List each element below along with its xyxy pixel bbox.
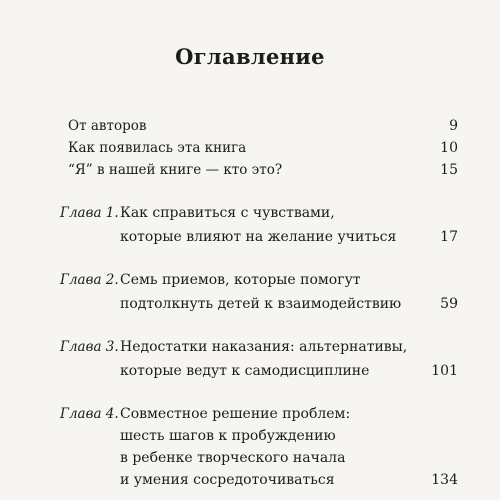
toc-chapter-3[interactable] bbox=[60, 339, 458, 383]
chapter-label: Глава 1. bbox=[60, 205, 119, 221]
chapter-label: Глава 2. bbox=[60, 272, 119, 288]
chapter-page: 59 bbox=[440, 296, 458, 312]
chapter-title-line: Недостатки наказания: альтернативы, bbox=[120, 339, 408, 355]
toc-entry-title: Как появилась эта книга bbox=[68, 140, 247, 156]
page-title: Оглавление bbox=[175, 44, 325, 69]
toc-entry-page: 9 bbox=[449, 118, 458, 134]
chapter-title-line: которые влияют на желание учиться bbox=[120, 229, 397, 245]
chapter-title-line: в ребенке творческого начала bbox=[120, 450, 346, 466]
chapter-title-line: Семь приемов, которые помогут bbox=[120, 272, 361, 288]
chapter-label: Глава 4. bbox=[60, 406, 119, 422]
toc-entry-page: 10 bbox=[440, 140, 458, 156]
toc-entry-title: “Я” в нашей книге — кто это? bbox=[68, 162, 283, 178]
toc-chapter-1[interactable] bbox=[60, 205, 458, 249]
toc-entry-page: 15 bbox=[440, 162, 458, 178]
chapter-label: Глава 3. bbox=[60, 339, 119, 355]
toc-entry-book-origin[interactable] bbox=[68, 140, 458, 160]
toc-chapter-2[interactable] bbox=[60, 272, 458, 316]
toc-chapter-4[interactable] bbox=[60, 406, 458, 498]
chapter-page: 101 bbox=[431, 363, 458, 379]
chapter-title-line: которые ведут к самодисциплине bbox=[120, 363, 370, 379]
chapter-title-line: Совместное решение проблем: bbox=[120, 406, 351, 422]
chapter-title-line: подтолкнуть детей к взаимодействию bbox=[120, 296, 402, 312]
chapter-title-line: шесть шагов к пробуждению bbox=[120, 428, 336, 444]
chapter-title-line: и умения сосредоточиваться bbox=[120, 472, 335, 488]
toc-entry-title: От авторов bbox=[68, 118, 147, 134]
chapter-title-line: Как справиться с чувствами, bbox=[120, 205, 335, 221]
toc-entry-authors[interactable] bbox=[68, 118, 458, 138]
toc-entry-who-is-i[interactable] bbox=[68, 162, 458, 182]
chapter-page: 134 bbox=[431, 472, 458, 488]
chapter-page: 17 bbox=[440, 229, 458, 245]
